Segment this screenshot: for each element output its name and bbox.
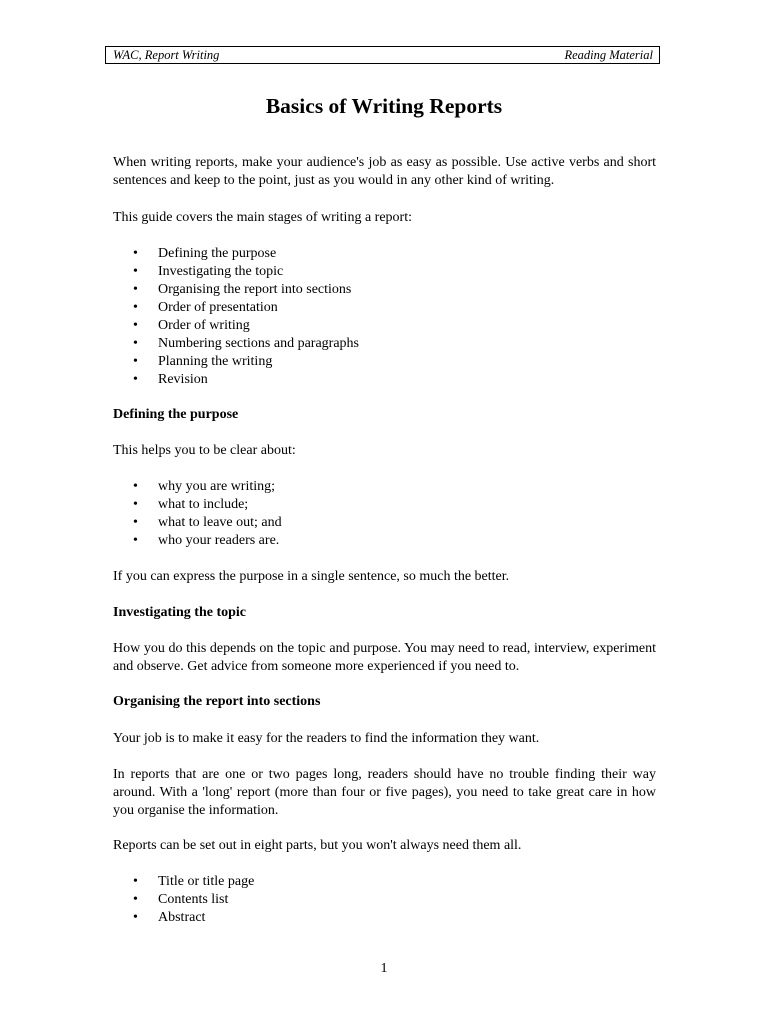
purpose-closing: If you can express the purpose in a single sentence, so much the better. (113, 569, 510, 584)
list-item: • Organising the report into sections (133, 282, 352, 297)
bullet-icon: • (133, 497, 138, 512)
guide-intro: This guide covers the main stages of writing a report: (113, 210, 412, 225)
bullet-icon: • (133, 300, 138, 315)
list-item: • Numbering sections and paragraphs (133, 336, 359, 351)
bullet-icon: • (133, 515, 138, 530)
bullet-icon: • (133, 533, 138, 548)
bullet-icon: • (133, 372, 138, 387)
organising-paragraph-3: Reports can be set out in eight parts, but you won't always need them all. (113, 838, 522, 853)
investigating-paragraph: How you do this depends on the topic and purpose. You may need to read, interview, experiment and observe. Get advice from someone more experienced if you need to. (113, 641, 656, 674)
list-item: • Defining the purpose (133, 246, 277, 261)
running-header (105, 46, 660, 64)
bullet-icon: • (133, 318, 138, 333)
purpose-lead: This helps you to be clear about: (113, 443, 296, 458)
report-parts-list (113, 873, 656, 927)
page-title: Basics of Writing Reports (265, 94, 503, 118)
bullet-icon: • (133, 892, 138, 907)
list-item: • why you are writing; (133, 479, 276, 494)
bullet-icon: • (133, 479, 138, 494)
list-item: • what to leave out; and (133, 515, 282, 530)
bullet-icon: • (133, 336, 138, 351)
intro-paragraph: When writing reports, make your audience's job as easy as possible. Use active verbs and short sentences and keep to the point, just as you would in any other kind of writing. (113, 155, 656, 188)
bullet-icon: • (133, 264, 138, 279)
list-item: • Title or title page (133, 874, 255, 889)
purpose-list (113, 478, 656, 550)
header-course: WAC, Report Writing (113, 48, 220, 62)
page-number: 1 (380, 961, 388, 976)
organising-paragraph-2: In reports that are one or two pages long, readers should have no trouble finding their way around. With a 'long' report (more than four or five pages), you need to take great care in how you organise the information. (113, 767, 656, 818)
list-item: • Order of writing (133, 318, 250, 333)
list-item: • Abstract (133, 910, 206, 925)
header-material-type: Reading Material (564, 48, 653, 62)
list-item: • what to include; (133, 497, 249, 512)
section-heading-investigating: Investigating the topic (113, 605, 246, 620)
section-heading-organising: Organising the report into sections (113, 694, 321, 709)
stages-list (113, 245, 656, 389)
bullet-icon: • (133, 282, 138, 297)
bullet-icon: • (133, 910, 138, 925)
bullet-icon: • (133, 874, 138, 889)
list-item: • who your readers are. (133, 533, 280, 548)
list-item: • Order of presentation (133, 300, 278, 315)
organising-paragraph-1: Your job is to make it easy for the readers to find the information they want. (113, 731, 540, 746)
list-item: • Revision (133, 372, 208, 387)
bullet-icon: • (133, 354, 138, 369)
bullet-icon: • (133, 246, 138, 261)
list-item: • Planning the writing (133, 354, 273, 369)
list-item: • Investigating the topic (133, 264, 284, 279)
list-item: • Contents list (133, 892, 229, 907)
section-heading-purpose: Defining the purpose (113, 407, 239, 422)
